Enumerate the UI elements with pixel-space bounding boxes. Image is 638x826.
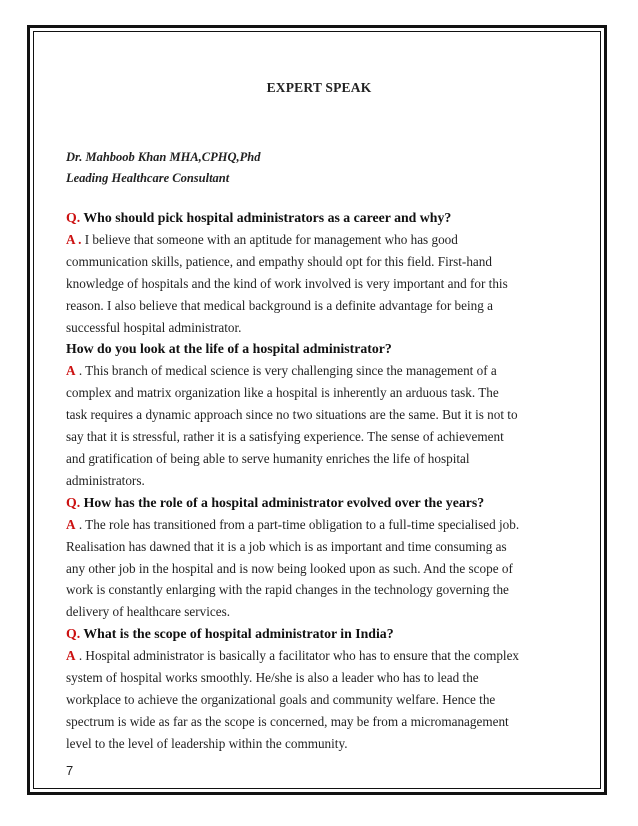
answer-line: successful hospital administrator. [66,319,242,335]
answer-line: complex and matrix organization like a hospital is inherently an arduous task. The [66,385,499,401]
answer-line [66,360,576,382]
answer-line: spectrum is wide as far as the scope is concerned, may be from a micromanagement [66,713,509,729]
author-role: Leading Healthcare Consultant [66,171,230,185]
answer-line: knowledge of hospitals and the kind of work involved is very important and for this [66,275,508,291]
answer-text: . The role has transitioned from a part-time obligation to a full-time specialised job. [75,516,520,532]
answer-line: task requires a dynamic approach since no two situations are the same. But it is not to [66,407,518,423]
answer-line: system of hospital works smoothly. He/she is also a leader who has to lead the [66,670,479,686]
question-1 [66,207,576,229]
answer-text: I believe that someone with an aptitude for management who has good [81,231,458,247]
page-number: 7 [66,763,74,778]
question-4 [66,623,576,645]
question-2: How do you look at the life of a hospital administrator? [66,341,392,357]
answer-line [66,514,576,536]
question-marker: Q. [66,210,81,225]
answer-line: and gratification of being able to serve humanity enriches the life of hospital [66,450,470,466]
answer-line: delivery of healthcare services. [66,604,231,620]
question-text: How has the role of a hospital administrator evolved over the years? [80,494,485,510]
answer-marker: A [66,516,76,532]
answer-line [66,645,576,667]
answer-marker: A [66,363,76,379]
question-3 [66,492,576,514]
answer-marker: A . [66,231,82,247]
answer-text: . This branch of medical science is very challenging since the management of a [75,363,497,379]
question-text: Who should pick hospital administrators as a career and why? [80,210,452,225]
question-marker: Q. [66,626,81,642]
question-text: What is the scope of hospital administrator in India? [80,626,394,642]
author-name: Dr. Mahboob Khan MHA,CPHQ,Phd [66,150,261,164]
question-marker: Q. [66,494,81,510]
answer-line: say that it is stressful, rather it is a satisfying experience. The sense of achievement [66,429,504,445]
answer-line: administrators. [66,472,145,488]
answer-line: any other job in the hospital and is now being looked upon as such. And the scope of [66,560,513,576]
answer-text: . Hospital administrator is basically a facilitator who has to ensure that the complex [75,648,520,664]
answer-line: workplace to achieve the organizational goals and community welfare. Hence the [66,691,496,707]
author-block [66,147,261,189]
answer-line: Realisation has dawned that it is a job which is as important and time consuming as [66,538,507,554]
qa-content [66,207,576,755]
answer-line [66,229,576,251]
answer-line: level to the level of leadership within the community. [66,735,348,751]
answer-marker: A [66,648,76,664]
answer-line: reason. I also believe that medical background is a definite advantage for being a [66,297,493,313]
answer-line: communication skills, patience, and empathy should opt for this field. First-hand [66,253,492,269]
page-title: EXPERT SPEAK [266,80,372,95]
answer-line: work is constantly enlarging with the rapid changes in the technology governing the [66,582,509,598]
